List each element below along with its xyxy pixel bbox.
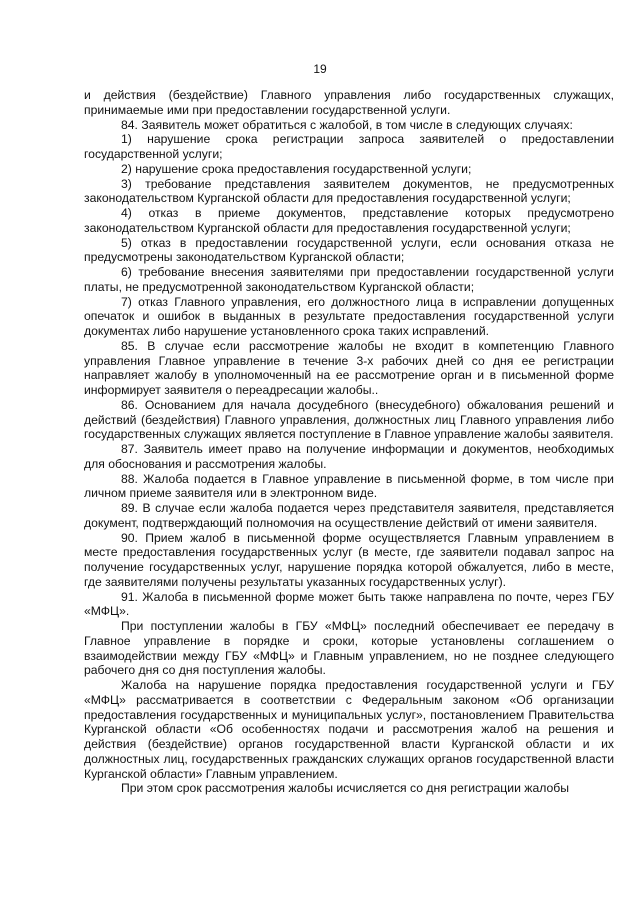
list-item-7: 7) отказ Главного управления, его должностного лица в исправлении допущенных опечаток и ошибок в выданных в результате предоставления государственной услуги документах либо нарушение установленного срока таких исправлений.	[84, 294, 614, 338]
paragraph-90: 90. Прием жалоб в письменной форме осуществляется Главным управлением в месте предоставления государственных услуг (в месте, где заявители подавал запрос на получение государственных услуг, нарушение порядка которой обжалуется, либо в месте, где заявителями получены результаты указанных государственных услуг).	[84, 530, 614, 589]
list-item-1: 1) нарушение срока регистрации запроса заявителей о предоставлении государственной услуги;	[84, 132, 614, 161]
paragraph-mfc-transfer: При поступлении жалобы в ГБУ «МФЦ» последний обеспечивает ее передачу в Главное управление в порядке и сроки, которые установлены соглашением о взаимодействии между ГБУ «МФЦ» и Главным управлением, но не позднее следующего рабочего дня со дня поступления жалобы.	[84, 619, 614, 678]
list-item-2: 2) нарушение срока предоставления государственной услуги;	[121, 161, 472, 176]
paragraph-86: 86. Основанием для начала досудебного (внесудебного) обжалования решений и действий (бездействия) Главного управления, должностных лиц Главного управления либо государственных служащих является поступление в Главное управление жалобы заявителя.	[84, 397, 614, 442]
list-item-6: 6) требование внесения заявителями при предоставлении государственной услуги платы, не предусмотренной законодательством Курганской области;	[84, 265, 614, 294]
body-text	[84, 88, 614, 796]
paragraph-84: 84. Заявитель может обратиться с жалобой, в том числе в следующих случаях:	[121, 117, 573, 132]
page-number: 19	[313, 62, 327, 76]
paragraph-continuation: и действия (бездействие) Главного управления либо государственных служащих, принимаемые ими при предоставлении государственной услуги.	[84, 88, 614, 117]
paragraph-review-period: При этом срок рассмотрения жалобы исчисляется со дня регистрации жалобы	[121, 781, 569, 796]
list-item-3: 3) требование представления заявителем документов, не предусмотренных законодательством Курганской области для предоставления государственной услуги;	[84, 176, 614, 206]
paragraph-complaint-review: Жалоба на нарушение порядка предоставления государственной услуги и ГБУ «МФЦ» рассматривается в соответствии с Федеральным законом «Об организации предоставления государственных и муниципальных услуг», постановлением Правительства Курганской области «Об особенностях подачи и рассмотрения жалоб на решения и действия (бездействие) органов государственной власти Курганской области и их должностных лиц, государственных гражданских служащих органов государственной власти Курганской области» Главным управлением.	[84, 678, 614, 781]
paragraph-91: 91. Жалоба в письменной форме может быть также направлена по почте, через ГБУ «МФЦ».	[84, 589, 614, 619]
list-item-4: 4) отказ в приеме документов, представление которых предусмотрено законодательством Курганской области для предоставления государственной услуги;	[84, 206, 614, 235]
paragraph-88: 88. Жалоба подается в Главное управление в письменной форме, в том числе при личном приеме заявителя или в электронном виде.	[84, 471, 614, 501]
list-item-5: 5) отказ в предоставлении государственной услуги, если основания отказа не предусмотрены законодательством Курганской области;	[84, 235, 614, 265]
paragraph-87: 87. Заявитель имеет право на получение информации и документов, необходимых для обоснования и рассмотрения жалобы.	[84, 442, 614, 471]
paragraph-89: 89. В случае если жалоба подается через представителя заявителя, представляется документ, подтверждающий полномочия на осуществление действий от имени заявителя.	[84, 501, 614, 530]
paragraph-85: 85. В случае если рассмотрение жалобы не входит в компетенцию Главного управления Главное управление в течение 3-х рабочих дней со дня ее регистрации направляет жалобу в уполномоченный на ее рассмотрение орган и в письменной форме информирует заявителя о переадресации жалобы..	[84, 338, 614, 397]
